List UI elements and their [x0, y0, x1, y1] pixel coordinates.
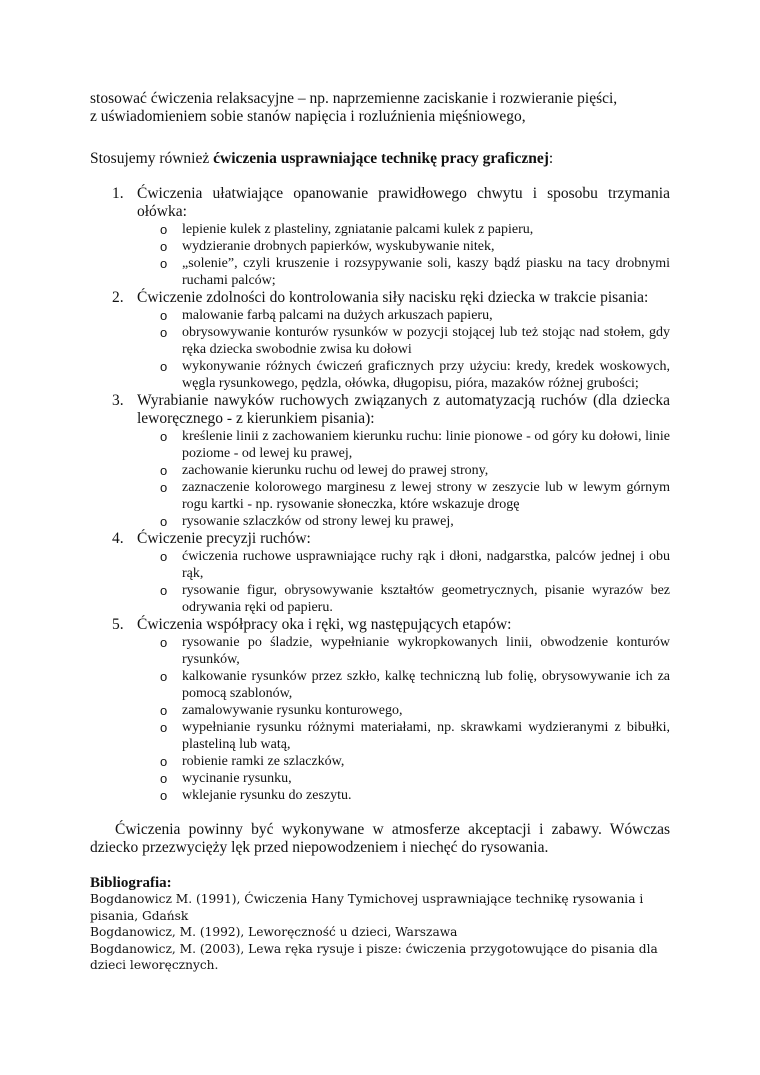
section-title: Ćwiczenie zdolności do kontrolowania siły nacisku ręki dziecka w trakcie pisania: [137, 289, 649, 306]
lead-suffix: : [548, 150, 554, 167]
list-item [137, 770, 670, 787]
section-number: 1. [112, 185, 124, 202]
list-item [137, 221, 670, 238]
lead-paragraph [90, 150, 670, 168]
hollow-bullet-icon: o [160, 771, 168, 786]
bibliography-title: Bibliografia: [90, 875, 172, 891]
section-items [137, 548, 670, 616]
list-item-text: lepienie kulek z plasteliny, zgniatanie palcami kulek z papieru, [182, 222, 534, 237]
list-item-text: zaznaczenie kolorowego marginesu z lewej strony w zeszycie lub w lewym górnym rogu kartki - np. rysowanie słoneczka, które wskazuje drogę [182, 480, 670, 512]
exercise-sections-list [90, 185, 670, 804]
exercise-section [90, 530, 670, 616]
list-item-text: robienie ramki ze szlaczków, [182, 754, 345, 769]
hollow-bullet-icon: o [160, 703, 168, 718]
section-number: 3. [112, 392, 124, 409]
list-item-text: zamalowywanie rysunku konturowego, [182, 703, 403, 718]
section-number: 5. [112, 616, 124, 633]
bibliography-entry: Bogdanowicz, M. (2003), Lewa ręka rysuje i pisze: ćwiczenia przygotowujące do pisania dla dzieci leworęcznych. [90, 941, 658, 972]
section-title: Ćwiczenia ułatwiające opanowanie prawidłowego chwytu i sposobu trzymania ołówka: [137, 185, 670, 220]
bibliography-entries [90, 891, 670, 974]
list-item [137, 462, 670, 479]
list-item-text: malowanie farbą palcami na dużych arkuszach papieru, [182, 308, 493, 323]
exercise-section [90, 185, 670, 289]
lead-prefix: Stosujemy również [90, 150, 214, 167]
list-item [137, 324, 670, 358]
list-item [137, 255, 670, 289]
exercise-section [90, 392, 670, 530]
section-items [137, 428, 670, 530]
hollow-bullet-icon: o [160, 325, 168, 340]
hollow-bullet-icon: o [160, 308, 168, 323]
list-item [137, 428, 670, 462]
list-item [137, 582, 670, 616]
closing-paragraph: Ćwiczenia powinny być wykonywane w atmosferze akceptacji i zabawy. Wówczas dziecko przezwycięży lęk przed niepowodzeniem i niechęć do rysowania. [90, 821, 670, 856]
hollow-bullet-icon: o [160, 720, 168, 735]
hollow-bullet-icon: o [160, 480, 168, 495]
list-item-text: kreślenie linii z zachowaniem kierunku ruchu: linie pionowe - od góry ku dołowi, linie poziome - od lewej ku prawej, [182, 429, 670, 461]
list-item [137, 668, 670, 702]
list-item [137, 479, 670, 513]
hollow-bullet-icon: o [160, 256, 168, 271]
lead-bold-phrase: ćwiczenia usprawniające technikę pracy graficznej [213, 150, 549, 167]
intro-paragraph [90, 90, 670, 126]
list-item [137, 634, 670, 668]
list-item-text: rysowanie po śladzie, wypełnianie wykropkowanych linii, obwodzenie konturów rysunków, [182, 635, 670, 667]
list-item-text: wycinanie rysunku, [182, 771, 292, 786]
hollow-bullet-icon: o [160, 514, 168, 529]
hollow-bullet-icon: o [160, 788, 168, 803]
hollow-bullet-icon: o [160, 429, 168, 444]
section-number: 2. [112, 289, 124, 306]
hollow-bullet-icon: o [160, 222, 168, 237]
section-items [137, 634, 670, 804]
section-number: 4. [112, 530, 124, 547]
exercise-section [90, 289, 670, 392]
section-title: Ćwiczenie precyzji ruchów: [137, 530, 311, 547]
hollow-bullet-icon: o [160, 239, 168, 254]
hollow-bullet-icon: o [160, 669, 168, 684]
list-item [137, 702, 670, 719]
bibliography-entry: Bogdanowicz, M. (1992), Leworęczność u dzieci, Warszawa [90, 925, 458, 939]
hollow-bullet-icon: o [160, 359, 168, 374]
intro-line-2: z uświadomieniem sobie stanów napięcia i rozluźnienia mięśniowego, [90, 108, 526, 125]
list-item-text: rysowanie figur, obrysowywanie kształtów geometrycznych, pisanie wyrazów bez odrywania ręki od papieru. [182, 583, 670, 615]
hollow-bullet-icon: o [160, 583, 168, 598]
list-item-text: wypełnianie rysunku różnymi materiałami, np. skrawkami wydzieranymi z bibułki, plasteliną lub watą, [182, 720, 670, 752]
list-item-text: obrysowywanie konturów rysunków w pozycji stojącej lub też stojąc nad stołem, gdy ręka dziecka swobodnie zwisa ku dołowi [182, 325, 670, 357]
section-title: Ćwiczenia współpracy oka i ręki, wg następujących etapów: [137, 616, 512, 633]
list-item-text: „solenie”, czyli kruszenie i rozsypywanie soli, kaszy bądź piasku na tacy drobnymi ruchami palców; [182, 256, 670, 288]
list-item [137, 307, 670, 324]
hollow-bullet-icon: o [160, 635, 168, 650]
bibliography [90, 875, 670, 974]
list-item-text: rysowanie szlaczków od strony lewej ku prawej, [182, 514, 454, 529]
bibliography-entry: Bogdanowicz M. (1991), Ćwiczenia Hany Tymichovej usprawniające technikę rysowania i pisania, Gdańsk [90, 892, 644, 923]
list-item-text: kalkowanie rysunków przez szkło, kalkę techniczną lub folię, obrysowywanie ich za pomocą szablonów, [182, 669, 670, 701]
list-item [137, 513, 670, 530]
list-item [137, 753, 670, 770]
list-item-text: zachowanie kierunku ruchu od lewej do prawej strony, [182, 463, 489, 478]
hollow-bullet-icon: o [160, 549, 168, 564]
section-items [137, 221, 670, 289]
list-item [137, 787, 670, 804]
list-item [137, 358, 670, 392]
hollow-bullet-icon: o [160, 754, 168, 769]
document-page [90, 90, 670, 974]
section-items [137, 307, 670, 392]
section-title: Wyrabianie nawyków ruchowych związanych z automatyzacją ruchów (dla dziecka leworęcznego - z kierunkiem pisania): [137, 392, 670, 427]
exercise-section [90, 616, 670, 804]
intro-line-1: stosować ćwiczenia relaksacyjne – np. naprzemienne zaciskanie i rozwieranie pięści, [90, 90, 618, 107]
list-item-text: wklejanie rysunku do zeszytu. [182, 788, 352, 803]
list-item [137, 548, 670, 582]
hollow-bullet-icon: o [160, 463, 168, 478]
list-item [137, 238, 670, 255]
list-item-text: wykonywanie różnych ćwiczeń graficznych przy użyciu: kredy, kredek woskowych, węgla rysunkowego, pędzla, ołówka, długopisu, pióra, mazaków różnej grubości; [182, 359, 670, 391]
list-item-text: ćwiczenia ruchowe usprawniające ruchy rąk i dłoni, nadgarstka, palców jednej i obu rąk, [182, 549, 670, 581]
list-item-text: wydzieranie drobnych papierków, wyskubywanie nitek, [182, 239, 495, 254]
list-item [137, 719, 670, 753]
